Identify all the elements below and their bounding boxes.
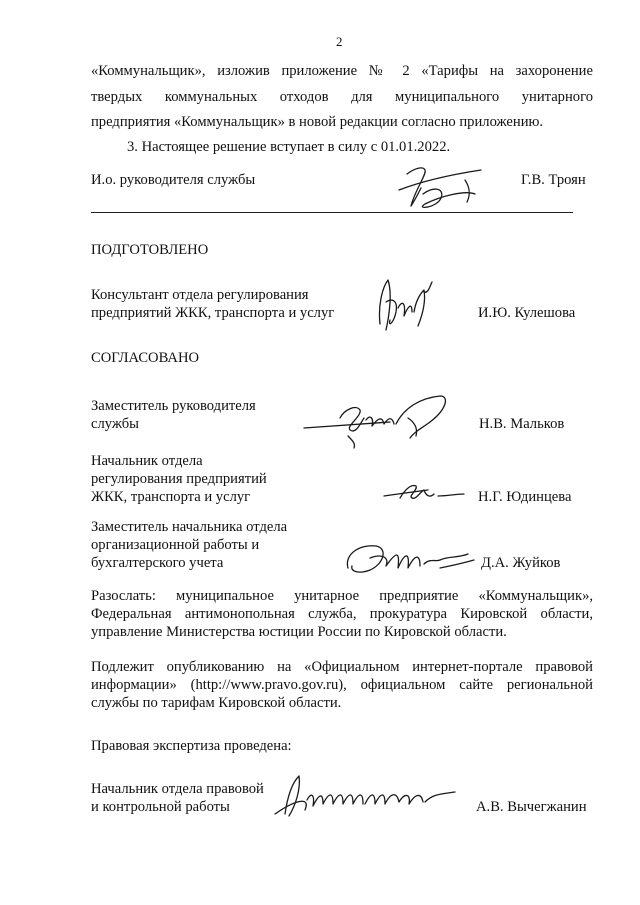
prepared-position-line1: Консультант отдела регулирования [91,287,309,303]
distribution-line2: Федеральная антимонопольная служба, прокуратура Кировской области, [91,606,593,622]
distribution-line3: управление Министерства юстиции России по Кировской области. [91,624,507,640]
legal-signature-image [265,770,465,820]
signer3-position-line1: Заместитель начальника отдела [91,519,288,535]
page-number: 2 [336,34,343,49]
signer2-position-line3: ЖКК, транспорта и услуг [91,489,251,505]
agreed-heading: СОГЛАСОВАНО [91,350,200,366]
legal-name: А.В. Вычегжанин [476,799,587,815]
signer2-position-line2: регулирования предприятий [91,471,267,487]
publication-line2: информации» (http://www.pravo.gov.ru), официальном сайте региональной [91,677,593,693]
signer3-position-line3: бухгалтерского учета [91,555,224,571]
para2-effective-date: 3. Настоящее решение вступает в силу с 01.01.2022. [127,139,451,155]
prepared-name: И.Ю. Кулешова [478,305,576,321]
para1-line1: «Коммунальщик», изложив приложение № 2 «Тарифы на захоронение [91,63,593,79]
para1-line3: предприятия «Коммунальщик» в новой редакции согласно приложению. [91,114,544,130]
publication-line3: службы по тарифам Кировской области. [91,695,342,711]
head-name: Г.В. Троян [521,172,586,188]
signer2-name: Н.Г. Юдинцева [478,489,572,505]
head-position: И.о. руководителя службы [91,172,256,188]
publication-line1: Подлежит опубликованию на «Официальном интернет-портале правовой [91,659,593,675]
prepared-heading: ПОДГОТОВЛЕНО [91,242,209,258]
signer1-position-line1: Заместитель руководителя [91,398,256,414]
legal-position-line2: и контрольной работы [91,799,230,815]
prepared-position-line2: предприятий ЖКК, транспорта и услуг [91,305,335,321]
legal-position-line1: Начальник отдела правовой [91,781,264,797]
distribution-line1: Разослать: муниципальное унитарное предприятие «Коммунальщик», [91,588,594,604]
divider-line [91,212,573,213]
head-signature-image [385,160,495,215]
signer1-position-line2: службы [91,416,139,432]
signer1-name: Н.В. Мальков [479,416,565,432]
legal-review-text: Правовая экспертиза проведена: [91,738,292,754]
signer1-signature-image [300,388,480,448]
signer3-name: Д.А. Жуйков [481,555,561,571]
signer3-signature-image [340,538,480,580]
signer2-signature-image [378,476,468,506]
prepared-signature-image [368,272,438,342]
signer2-position-line1: Начальник отдела [91,453,203,469]
signer3-position-line2: организационной работы и [91,537,260,553]
para1-line2: твердых коммунальных отходов для муниципального унитарного [91,89,594,105]
